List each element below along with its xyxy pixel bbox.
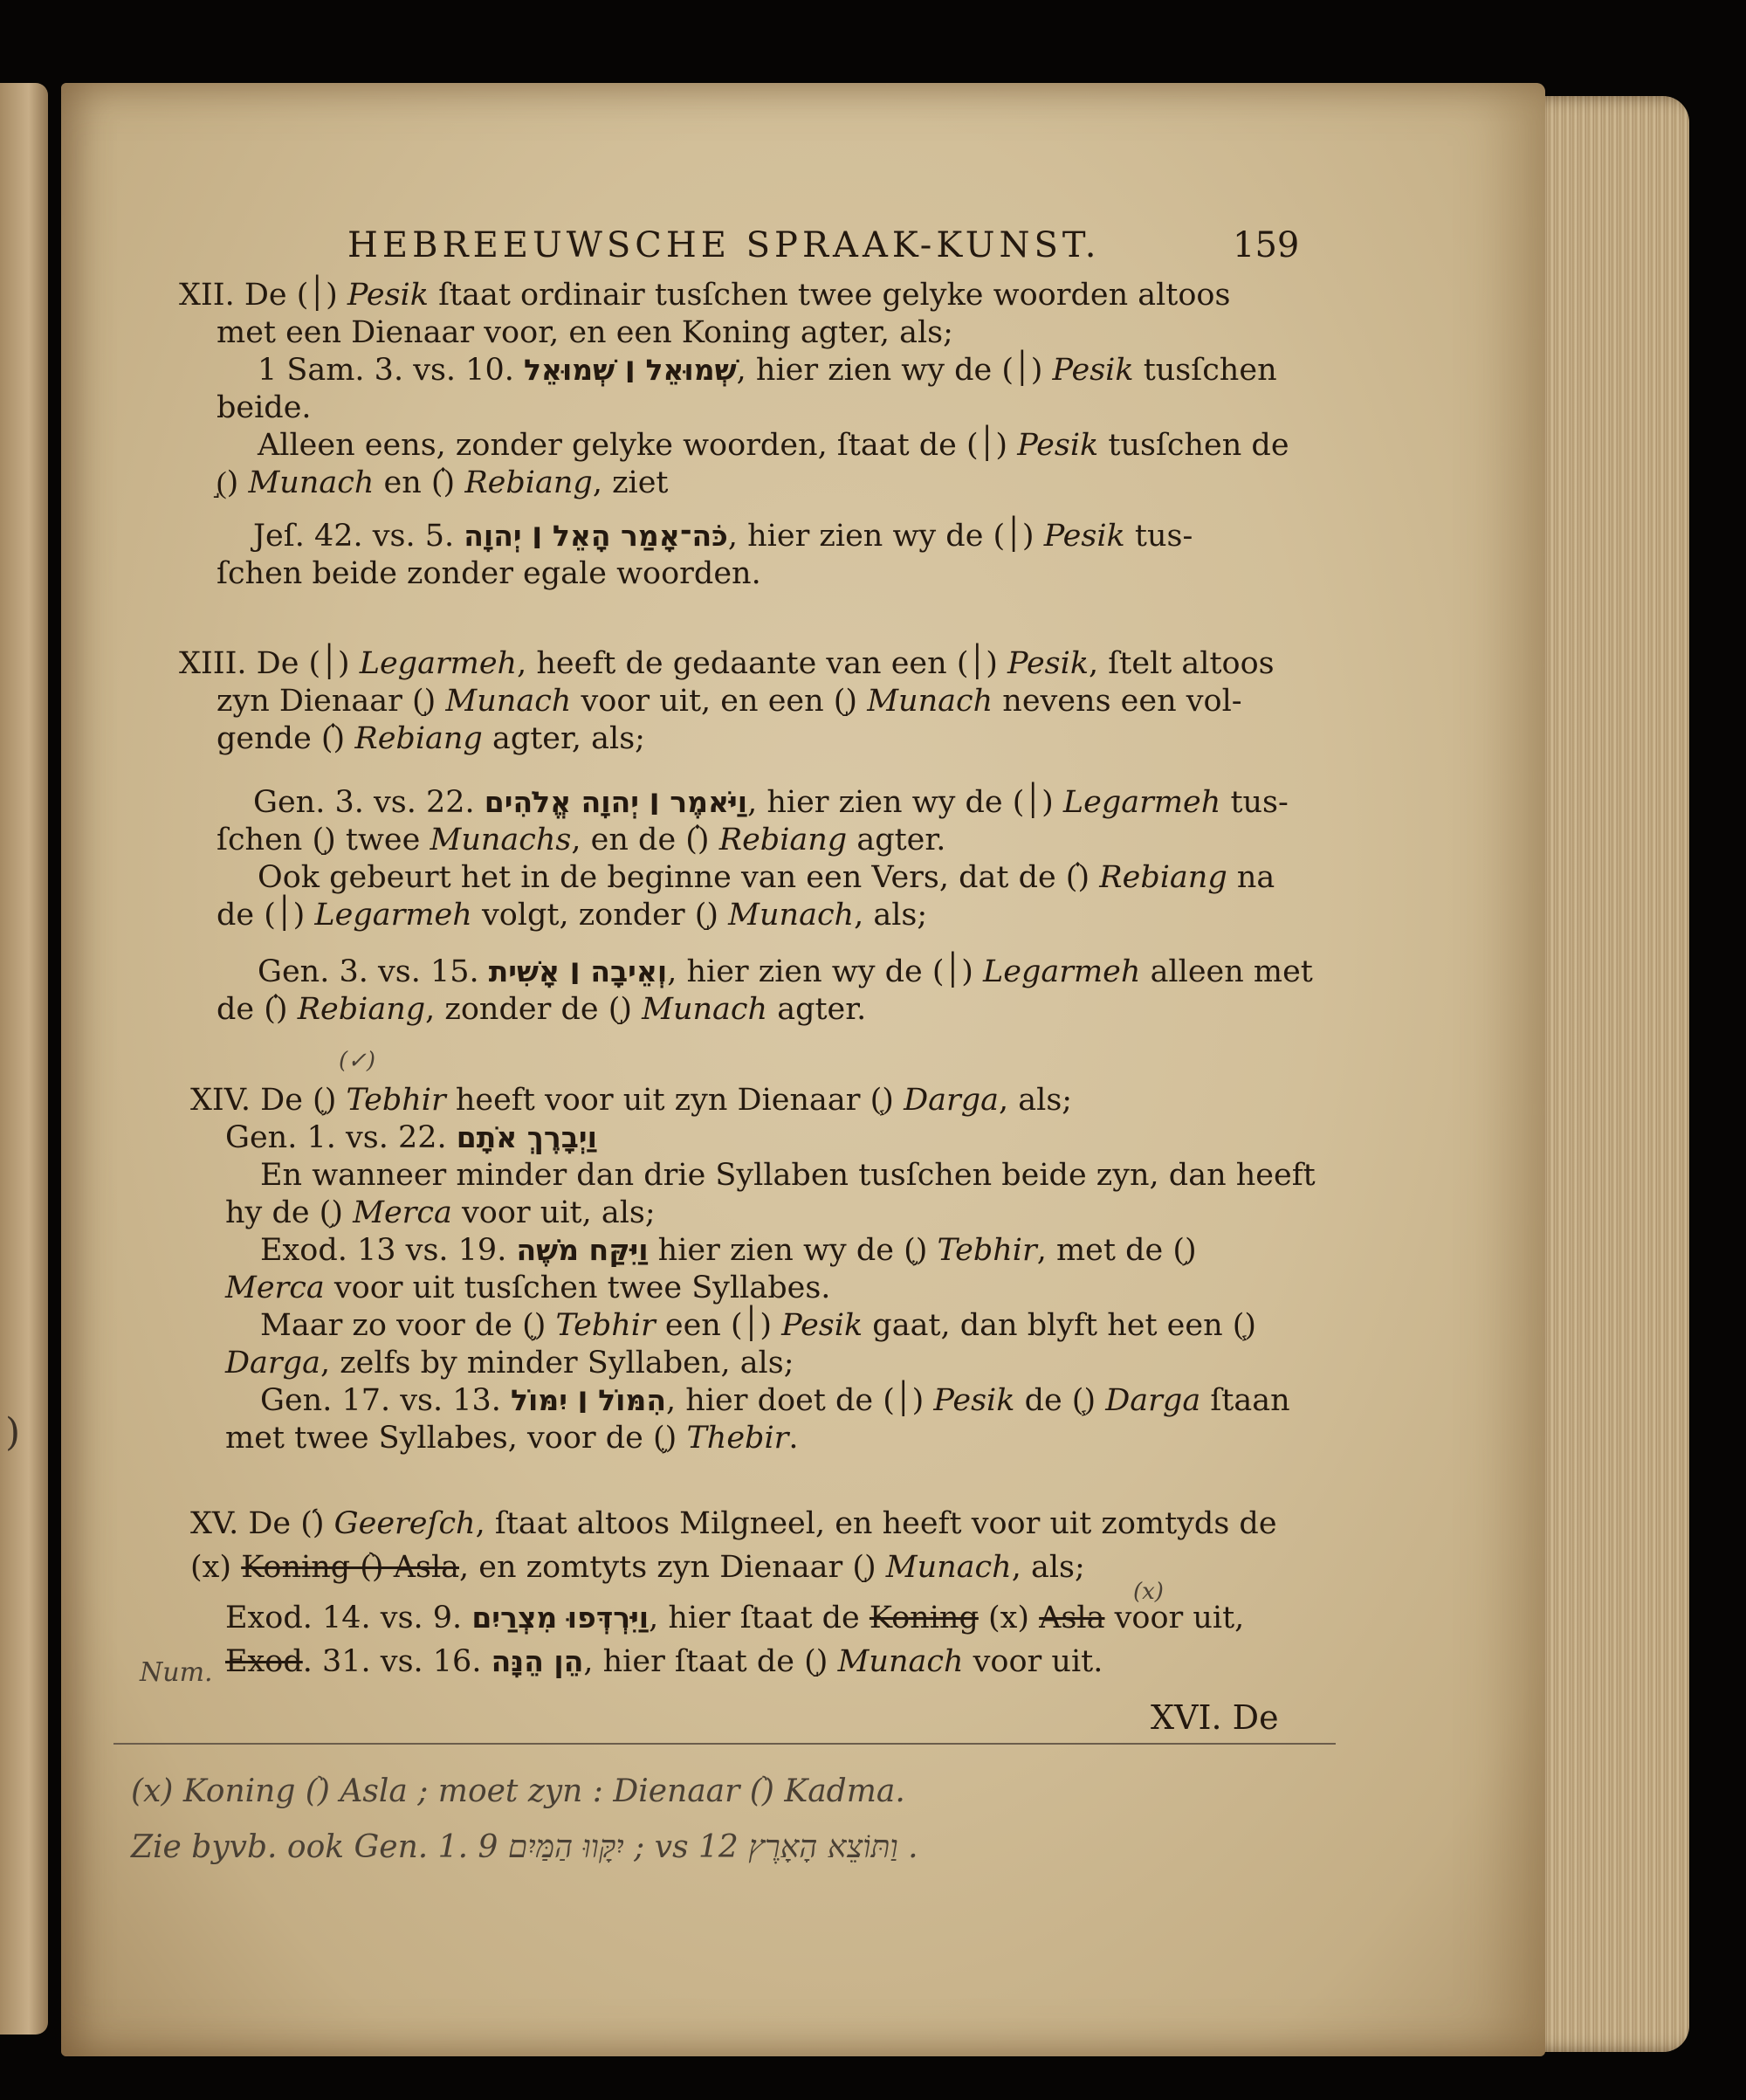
text-run: , hier zien wy de (׀) (736, 353, 1053, 388)
facing-page-mark: ) (5, 1410, 21, 1455)
text-line (217, 556, 761, 591)
accent-name: Munach (248, 465, 375, 500)
text-run: met een Dienaar voor, en een Koning agter, als; (217, 315, 953, 350)
text-line (225, 1120, 597, 1155)
hebrew-text: וְאֵיבָה ׀ אָשִׁית (488, 954, 668, 988)
text-run: agter, als; (482, 721, 645, 756)
running-head: HEBREEUWSCHE SPRAAK-KUNST. (347, 225, 1101, 265)
handwritten-superscript-x: (x) (1133, 1579, 1164, 1605)
text-run: (֣) (217, 465, 249, 500)
text-run: volgt, zonder (֣) (471, 898, 729, 933)
accent-name: Munachs (430, 823, 572, 857)
accent-name: Thebir (686, 1421, 789, 1456)
text-run: Maar zo voor de (֛) (260, 1308, 556, 1343)
text-run: hier zien wy de (֛) (648, 1233, 938, 1268)
text-run: , hier zien wy de (׀) (727, 519, 1044, 554)
hebrew-text: כֹּה־אָמַר הָאֵל ׀ יְהוָה (464, 519, 728, 553)
struck-text: Exod (225, 1644, 303, 1679)
accent-name: Tebhir (555, 1308, 656, 1343)
text-run: voor uit, en een (֣) (571, 684, 868, 719)
accent-name: Pesik (1052, 353, 1134, 388)
text-run: , als; (854, 898, 928, 933)
accent-name: Rebiang (1099, 860, 1227, 895)
accent-name: Darga (904, 1083, 1000, 1118)
text-line (225, 1601, 1244, 1635)
accent-name: Rebiang (464, 465, 593, 500)
struck-text: Asla (1039, 1601, 1105, 1635)
text-run: zyn Dienaar (֣) (217, 684, 446, 719)
text-run: nevens een vol- (993, 684, 1242, 719)
page-number: 159 (1233, 225, 1300, 265)
text-line (260, 1308, 1256, 1343)
accent-name: Geereſch (333, 1506, 476, 1541)
text-line (217, 721, 645, 756)
text-run: 1 Sam. 3. vs. 10. (258, 353, 524, 388)
text-run: , ſtelt altoos (1089, 646, 1275, 681)
text-line (217, 992, 866, 1027)
text-run: , als; (1011, 1550, 1085, 1585)
text-run: , hier zien wy de (׀) (667, 954, 984, 989)
handwritten-note-line-2: Zie byvb. ook Gen. 1. 9 יִקָּווּ הַמַּיִם ; vs 12 וַתּוֹצֵא הָאָרֶץ . (131, 1829, 918, 1865)
accent-name: Merca (353, 1195, 452, 1230)
footnote-rule (113, 1743, 1336, 1745)
text-line (217, 465, 668, 500)
text-run: , en zomtyts zyn Dienaar (֣) (459, 1550, 886, 1585)
accent-name: Rebiang (718, 823, 848, 857)
accent-name: Rebiang (297, 992, 426, 1027)
text-run: Gen. 17. vs. 13. (260, 1383, 512, 1418)
text-run: voor uit. (963, 1644, 1103, 1679)
text-run: (x) (190, 1550, 242, 1585)
accent-name: Munach (642, 992, 768, 1027)
text-run: , hier ſtaat de (649, 1601, 870, 1635)
facing-page-edge (0, 83, 48, 2035)
text-run: na (1227, 860, 1275, 895)
handwritten-superscript: (✓) (339, 1048, 376, 1074)
text-line (260, 1233, 1197, 1268)
text-run: en (֗) (374, 465, 465, 500)
text-line (260, 1383, 1290, 1418)
text-line (253, 785, 1289, 820)
accent-name: Pesik (781, 1308, 863, 1343)
text-line (217, 390, 312, 425)
text-run: met twee Syllabes, voor de (֛) (225, 1421, 687, 1456)
text-run: , hier doet de (׀) (666, 1383, 934, 1418)
text-run: XII. De (׀) (179, 278, 347, 313)
text-line (258, 428, 1289, 463)
text-run: agter. (767, 992, 867, 1027)
text-run: XIII. De (׀) (179, 646, 360, 681)
text-line (258, 954, 1313, 989)
accent-name: Pesik (1043, 519, 1125, 554)
text-run: , heeft de gedaante van een (׀) (517, 646, 1007, 681)
text-run: alleen met (1140, 954, 1313, 989)
text-line (190, 1550, 1085, 1585)
hebrew-text: וַיִּרְדְּפוּ מִצְרַיִם (471, 1601, 650, 1635)
text-run: , ziet (592, 465, 669, 500)
struck-text: Koning (869, 1601, 979, 1635)
text-run: tusſchen de (1098, 428, 1289, 463)
text-line (179, 278, 1230, 313)
text-line (225, 1346, 794, 1380)
text-run: , zelfs by minder Syllaben, als; (320, 1346, 794, 1380)
text-run: Gen. 1. vs. 22. (225, 1120, 457, 1155)
text-line (179, 646, 1275, 681)
text-run: Jeſ. 42. vs. 5. (253, 519, 464, 554)
accent-name: Munach (445, 684, 572, 719)
text-run: . 31. vs. 16. (302, 1644, 491, 1679)
text-run: , en de (֗) (571, 823, 719, 857)
text-run: tus- (1124, 519, 1193, 554)
text-run: XIV. De (֛) (190, 1083, 347, 1118)
text-run: ſchen beide zonder egale woorden. (217, 556, 761, 591)
accent-name: Pesik (1017, 428, 1099, 463)
text-run: ſchen (֣) twee (217, 823, 430, 857)
text-run: tusſchen (1133, 353, 1277, 388)
accent-name: Pesik (347, 278, 429, 313)
text-run: ſtaat ordinair tusſchen twee gelyke woorden altoos (428, 278, 1231, 313)
accent-name: Munach (885, 1550, 1012, 1585)
accent-name: Legarmeh (359, 646, 518, 681)
text-run: gende (֗) (217, 721, 355, 756)
text-line (217, 823, 945, 857)
text-run: hy de (֥) (225, 1195, 354, 1230)
accent-name: Legarmeh (314, 898, 472, 933)
text-run: Exod. 14. vs. 9. (225, 1601, 472, 1635)
text-run: , met de (֥) (1036, 1233, 1197, 1268)
accent-name: Tebhir (346, 1083, 446, 1118)
page-block-edge (1523, 96, 1689, 2052)
text-run: XV. De (֜) (190, 1506, 334, 1541)
text-run: Ook gebeurt het in de beginne van een Vers, dat de (֗) (258, 860, 1100, 895)
text-run: En wanneer minder dan drie Syllaben tusſchen beide zyn, dan heeft (260, 1158, 1316, 1193)
text-run: voor uit tusſchen twee Syllabes. (324, 1270, 831, 1305)
accent-name: Merca (225, 1270, 325, 1305)
accent-name: Pesik (1007, 646, 1090, 681)
text-run: tus- (1220, 785, 1289, 820)
hebrew-text: וַיִּקַּח מֹשֶׁה (516, 1233, 649, 1267)
text-line (253, 519, 1193, 554)
text-line (225, 1195, 656, 1230)
text-run: Gen. 3. vs. 15. (258, 954, 489, 989)
text-run: Alleen eens, zonder gelyke woorden, ſtaat de (׀) (258, 428, 1018, 463)
accent-name: Legarmeh (1062, 785, 1221, 820)
text-line (217, 684, 1242, 719)
text-run: voor uit, als; (451, 1195, 656, 1230)
text-run: de (֧) (1014, 1383, 1106, 1418)
accent-name: Tebhir (937, 1233, 1037, 1268)
accent-name: Darga (1105, 1383, 1201, 1418)
accent-name: Munach (867, 684, 993, 719)
text-line (217, 315, 953, 350)
accent-name: Munach (728, 898, 855, 933)
text-line (225, 1421, 799, 1456)
accent-name: Darga (225, 1346, 320, 1380)
accent-name: Rebiang (354, 721, 483, 756)
text-line (190, 1083, 1072, 1118)
text-run: heeft voor uit zyn Dienaar (֧) (445, 1083, 904, 1118)
catchword: XVI. De (1151, 1698, 1279, 1737)
text-line (225, 1644, 1103, 1679)
text-run: , zonder de (֣) (425, 992, 643, 1027)
text-line (225, 1270, 830, 1305)
text-run: (x) (978, 1601, 1040, 1635)
handwritten-note-line-1: (x) Koning (֨) Asla ; moet zyn : Dienaar (֨) Kadma. (131, 1773, 905, 1809)
hebrew-text: הִמּוֹל ׀ יִמּוֹל (511, 1383, 667, 1417)
handwritten-margin-num: Num. (140, 1657, 213, 1688)
hebrew-text: שְׁמוּאֵל ׀ שְׁמוּאֵל (523, 353, 737, 387)
text-run: voor uit, (1104, 1601, 1245, 1635)
text-line (190, 1506, 1277, 1541)
accent-name: Legarmeh (983, 954, 1141, 989)
text-run: , ſtaat altoos Milgneel, en heeft voor uit zomtyds de (475, 1506, 1277, 1541)
accent-name: Pesik (933, 1383, 1015, 1418)
hebrew-text: הֵן הֵנָּה (491, 1644, 584, 1678)
accent-name: Munach (837, 1644, 964, 1679)
struck-text: Koning (֨) Asla (241, 1550, 460, 1585)
text-line (260, 1158, 1316, 1193)
text-run: Exod. 13 vs. 19. (260, 1233, 517, 1268)
text-run: een (׀) (655, 1308, 782, 1343)
text-run: de (׀) (217, 898, 315, 933)
text-line (217, 898, 927, 933)
text-run: de (֗) (217, 992, 298, 1027)
text-line (258, 353, 1277, 388)
text-run: , als; (999, 1083, 1073, 1118)
text-run: agter. (847, 823, 946, 857)
text-run: . (788, 1421, 799, 1456)
text-run: beide. (217, 390, 312, 425)
hebrew-text: וַיֹּאמֶר ׀ יְהוָה אֱלֹהִים (484, 785, 748, 819)
text-run: , hier ſtaat de (֣) (583, 1644, 838, 1679)
text-run: , hier zien wy de (׀) (747, 785, 1063, 820)
hebrew-text: וַיְבָרֶךְ אֹתָם (456, 1120, 597, 1154)
text-run: gaat, dan blyft het een (֧) (863, 1308, 1257, 1343)
text-run: Gen. 3. vs. 22. (253, 785, 485, 820)
text-run: ſtaan (1200, 1383, 1290, 1418)
text-line (258, 860, 1275, 895)
